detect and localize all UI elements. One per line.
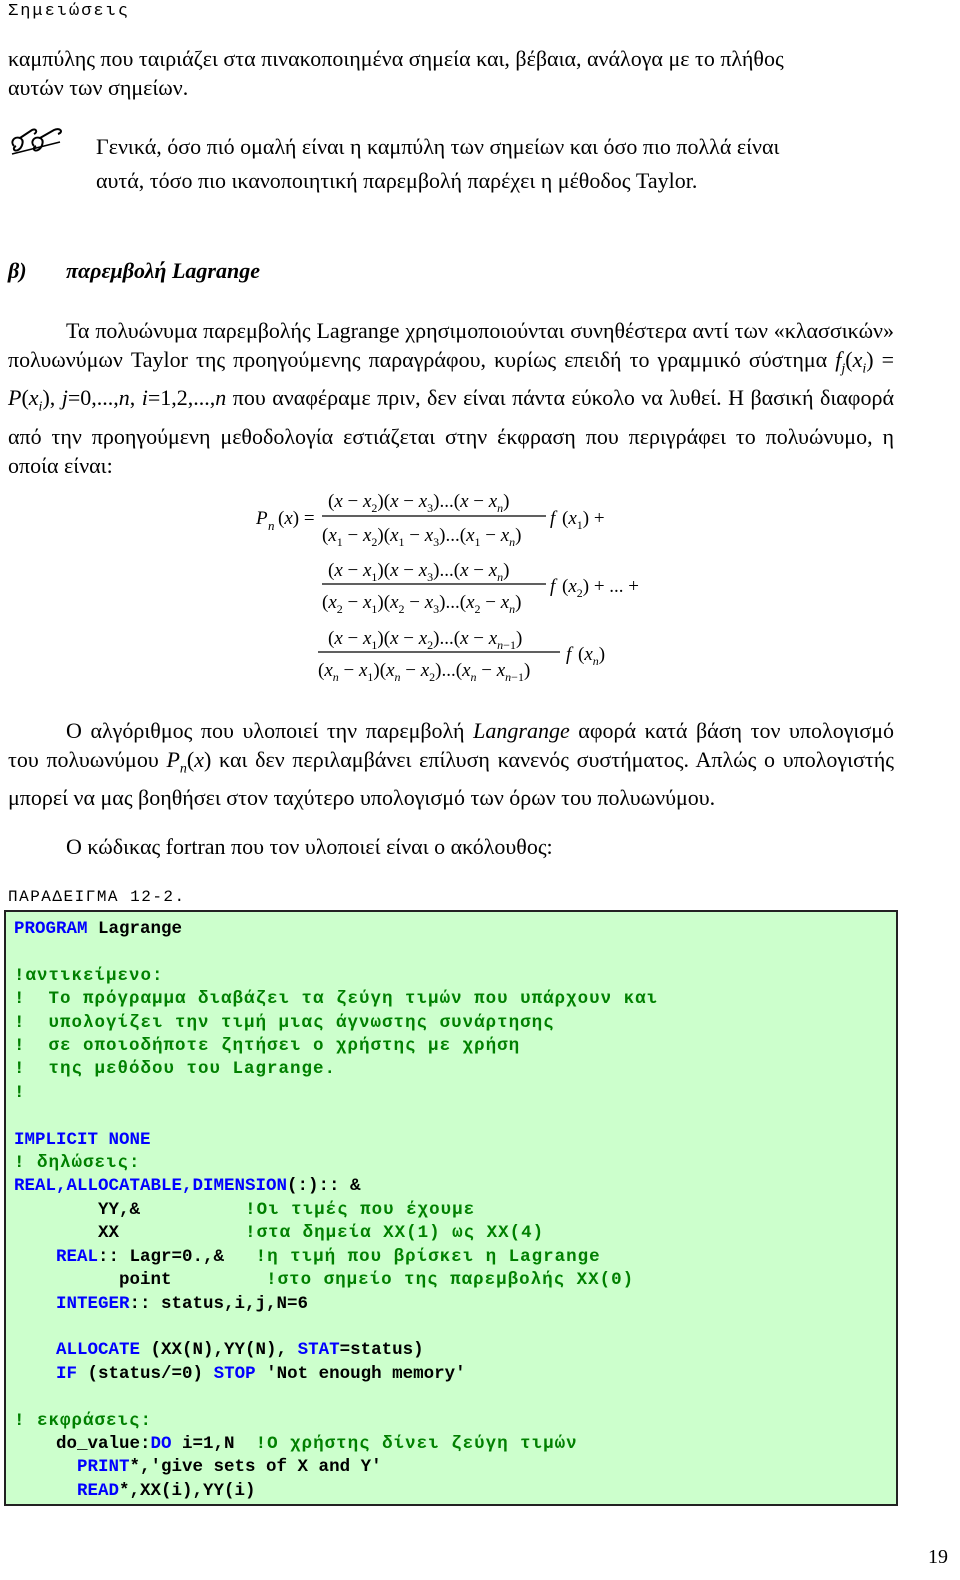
code-comment: ! σε οποιοδήποτε ζητήσει ο χρήστης με χρήση: [14, 1036, 521, 1057]
svg-text:n: n: [268, 518, 275, 533]
code-text: :: Lagr=0.,&: [98, 1246, 225, 1267]
svg-text:(x − x1)(x − x2)...(x − xn−1): $(x - x_1)(x - x_2)...(x - x_{n-1})$: [328, 628, 523, 652]
svg-text:f: f: [566, 644, 572, 665]
code-block: [4, 910, 898, 1506]
code-text: (XX(N),YY(N),: [140, 1340, 298, 1361]
code-comment: ! δηλώσεις:: [14, 1153, 141, 1174]
code-keyword: IMPLICIT NONE: [14, 1129, 151, 1150]
code-keyword: PROGRAM: [14, 919, 88, 939]
para3-text: Ο κώδικας fortran που τον υλοποιεί είναι ο ακόλουθος:: [66, 834, 553, 859]
code-text: =status): [339, 1340, 424, 1361]
algorithm-paragraph: [8, 716, 894, 812]
svg-text:(xn − x1)(xn − x2)...(xn − xn−: $(x_n - x_1)(x_n - x_2)...(x_n - x_{n-1})$: [318, 660, 531, 684]
code-text: :: status,i,j,N=6: [129, 1293, 309, 1314]
code-keyword: PRINT: [77, 1457, 130, 1478]
code-keyword: DO: [150, 1433, 172, 1454]
code-keyword: ALLOCATE: [56, 1340, 141, 1361]
svg-text:(x − x2)(x − x3)...(x − xn): $(x - x_2)(x - x_3)...(x - x_n)$: [328, 491, 510, 515]
code-comment: ! Το πρόγραμμα διαβάζει τα ζεύγη τιμών που υπάρχουν και: [14, 989, 659, 1010]
code-text: Lagrange: [98, 919, 183, 939]
svg-text:(x1) +: $(x_1)$ +: [562, 508, 605, 532]
code-text: XX: [98, 1223, 120, 1244]
code-text: *,XX(i),YY(i): [119, 1480, 256, 1501]
code-comment: !στα δημεία XX(1) ως XX(4): [245, 1223, 545, 1244]
page-header: Σημειώσεις: [8, 2, 131, 21]
code-comment: ! εκφράσεις:: [14, 1410, 153, 1431]
notebene-line-2: αυτά, τόσο πιο ικανοποιητική παρεμβολή παρέχει η μέθοδος Taylor.: [96, 168, 698, 193]
para2-text-c: και δεν περιλαμβάνει επίλυση κανενός συστήματος. Απλώς ο υπολογιστής μπορεί να μας βοηθήσει στον ταχύτερο υπολογισμό των όρων του πολυωνύμου.: [8, 747, 894, 811]
code-text: point: [119, 1270, 172, 1291]
page-number: 19: [928, 1546, 948, 1568]
code-comment: ! υπολογίζει την τιμή μιας άγνωστης συνάρτησης: [14, 1012, 555, 1033]
notebene-line-1: Γενικά, όσο πιό ομαλή είναι η καμπύλη των σημείων και όσο πιο πολλά είναι: [96, 134, 780, 159]
intro-paragraph: [8, 44, 894, 102]
para2-text-a: Ο αλγόριθμος που υλοποιεί την παρεμβολή: [66, 718, 474, 743]
notebene-text: [96, 130, 896, 198]
fortran-source: [14, 918, 658, 1503]
code-comment: ! της μεθόδου του Lagrange.: [14, 1059, 337, 1080]
code-text: do_value:: [56, 1433, 151, 1454]
lagrange-formula: [248, 484, 668, 694]
section-title: παρεμβολή Lagrange: [66, 258, 260, 283]
svg-text:(xn): $(x_n)$: [578, 644, 606, 668]
code-text: (:):: &: [287, 1176, 361, 1197]
svg-text:(x − x1)(x − x3)...(x − xn): $(x - x_1)(x - x_3)...(x - x_n)$: [328, 560, 510, 584]
code-keyword: REAL,ALLOCATABLE,DIMENSION: [14, 1176, 288, 1197]
section-marker: β): [8, 258, 27, 283]
para2-text-b: αφορά κατά βάση τον υπολογισμό του πολυωνύμου: [8, 718, 894, 772]
code-comment: !: [14, 1082, 26, 1103]
intro-line-2: αυτών των σημείων.: [8, 75, 189, 100]
code-text: YY,&: [98, 1199, 141, 1220]
code-keyword: READ: [77, 1480, 120, 1501]
code-text: i=1,N: [171, 1433, 235, 1454]
code-keyword: INTEGER: [56, 1293, 130, 1314]
code-keyword: STOP: [213, 1363, 256, 1384]
code-comment: !Οι τιμές που έχουμε: [245, 1199, 476, 1220]
svg-text:(x2) + ... +: $(x_2)$ + ... +: [562, 576, 640, 600]
code-text: *,'give sets of X and Y': [129, 1457, 382, 1478]
code-comment: !η τιμή που βρίσκει η Lagrange: [255, 1246, 601, 1267]
inline-pn: $P_n(x)$: [166, 747, 212, 777]
para1-text-a: Τα πολυώνυμα παρεμβολής Lagrange χρησιμοποιούνται συνηθέστερα αντί των «κλασσικών» πολυωνύμων Taylor της προηγούμενης παραγράφου, κυρίως επειδή το γραμμικό σύστημα: [8, 318, 894, 372]
svg-text:(x2 − x1)(x2 − x3)...(x2 − xn): $(x_2 - x_1)(x_2 - x_3)...(x_2 - x_n)$: [322, 592, 522, 616]
intro-line-1: καμπύλης που ταιριάζει στα πινακοποιημένα σημεία και, βέβαια, ανάλογα με το πλήθος: [8, 46, 784, 71]
svg-text:f: f: [550, 508, 556, 529]
example-label: ΠΑΡΑΔΕΙΓΜΑ 12-2.: [8, 888, 186, 906]
svg-text:P: P: [256, 508, 268, 529]
svg-text:(x1 − x2)(x1 − x3)...(x1 − xn): $(x_1 - x_2)(x_1 - x_3)...(x_1 - x_n)$: [322, 525, 522, 549]
lagrange-intro-paragraph: [8, 316, 894, 480]
code-keyword: REAL: [56, 1246, 99, 1267]
para2-langrange: Langrange: [473, 718, 570, 743]
svg-text:(x) =: (x) =: [278, 508, 315, 529]
code-intro-paragraph: [8, 832, 894, 861]
code-text: 'Not enough memory': [255, 1363, 466, 1384]
nota-bene-icon: [8, 124, 68, 164]
code-comment: !στο σημείο της παρεμβολής XX(0): [266, 1270, 635, 1291]
code-comment: !Ο χρήστης δίνει ζεύγη τιμών: [255, 1433, 578, 1454]
inline-equation: $f_j(x_i) = P(x_i)$, j=0,...,n, i=1,2,...,n: [8, 347, 895, 415]
svg-text:f: f: [550, 576, 556, 597]
code-keyword: STAT: [297, 1340, 340, 1361]
para1-text-b: που αναφέραμε πριν, δεν είναι πάντα εύκολο να λυθεί. Η βασική διαφορά από την προηγούμενη μεθοδολογία εστιάζεται στην έκφραση που περιγράφει το πολυώνυμο, η οποία είναι:: [8, 385, 895, 478]
code-comment: !αντικείμενο:: [14, 965, 164, 986]
code-text: (status/=0): [77, 1363, 214, 1384]
code-keyword: IF: [56, 1363, 78, 1384]
